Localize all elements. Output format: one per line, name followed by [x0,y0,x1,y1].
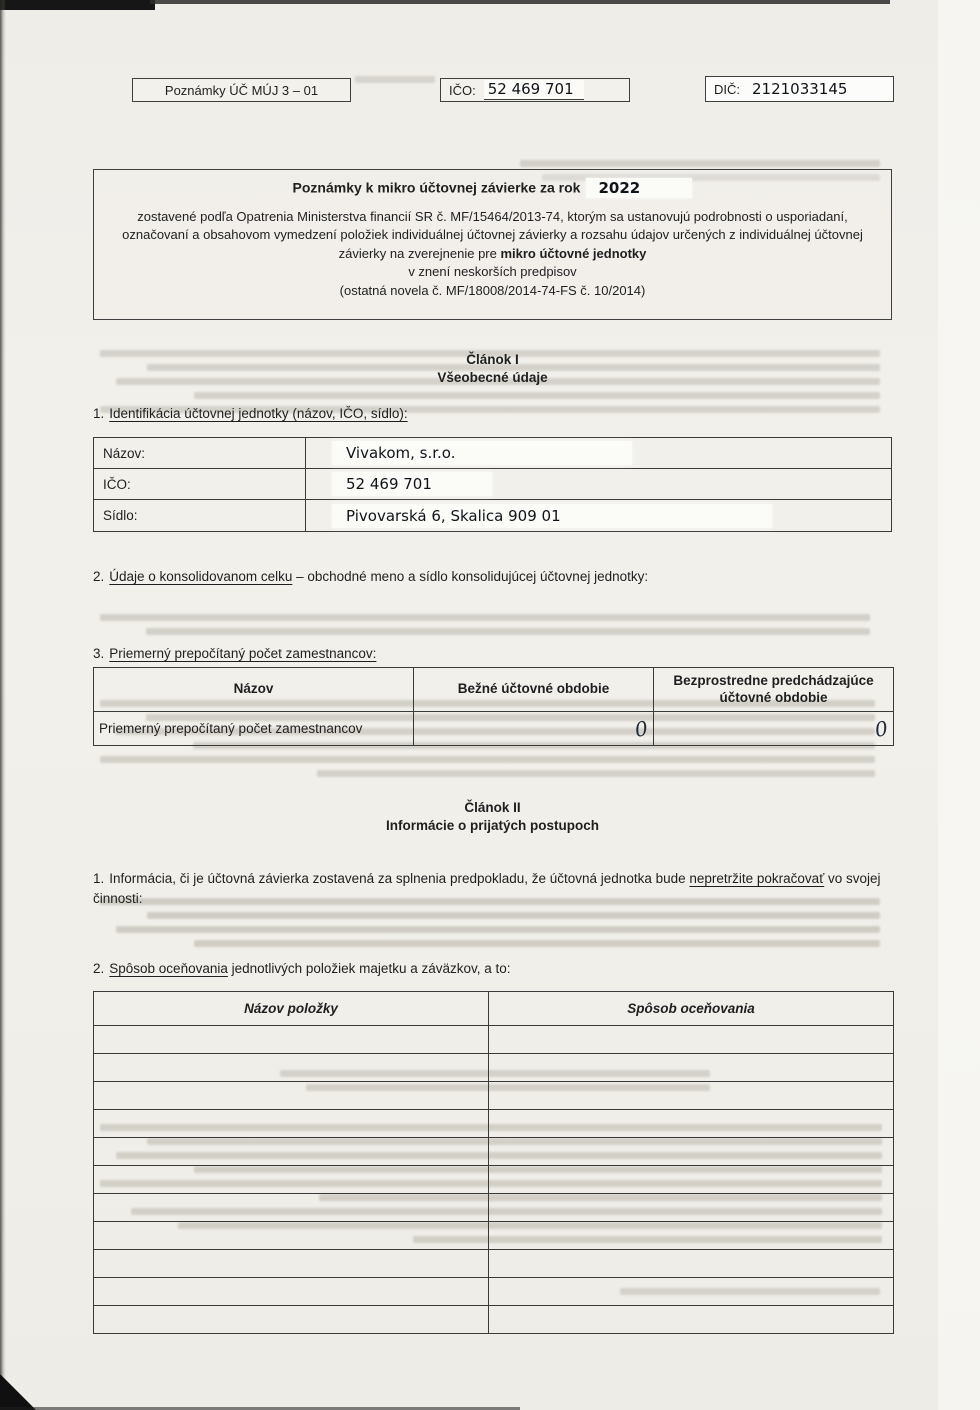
item-underlined-text: nepretržite pokračovať [689,871,825,886]
row-label: IČO: [94,469,306,499]
item-text: Informácia, či je účtovná závierka zostavená za splnenia predpokladu, že účtovná jednotka bude [109,871,690,886]
employees-current-value: 0 [633,715,650,742]
ico-value: 52 469 701 [484,80,584,100]
item-number: 2. [93,569,105,584]
column-header: Bezprostredne predchádzajúce účtovné obdobie [654,668,894,712]
article-1-heading [93,351,892,386]
employees-previous-value: 0 [873,715,890,742]
article-1-item-1 [93,404,893,424]
valuation-table [93,991,894,1334]
table-row [94,469,891,500]
column-header: Názov položky [94,992,489,1026]
employees-table [93,667,894,746]
empty-table-row [94,1054,894,1082]
item-title: Spôsob oceňovania [109,961,228,976]
empty-table-row [94,1138,894,1166]
column-header: Názov [94,668,414,712]
article-1-item-3 [93,644,893,664]
company-address-value: Pivovarská 6, Skalica 909 01 [332,504,772,528]
document-title [94,179,891,199]
article-2-item-1 [93,869,893,910]
article-1-subtitle: Všeobecné údaje [437,369,548,385]
title-block [93,169,892,320]
item-text-after: vo svojej činnosti: [93,871,881,907]
title-line-3: (ostatná novela č. MF/18008/2014-74-FS č. 10/2014) [339,282,646,298]
form-code-box [132,78,351,102]
item-number: 1. [93,406,105,421]
row-label: Názov: [94,438,306,468]
empty-table-row [94,1166,894,1194]
item-title: Údaje o konsolidovanom celku [109,569,293,584]
empty-table-row [94,1026,894,1054]
item-title: Priemerný prepočítaný počet zamestnancov: [109,646,377,661]
item-number: 1. [93,871,105,886]
article-2-heading [93,799,892,834]
title-paragraph-text: zostavené podľa Opatrenia Ministerstva financií SR č. MF/15464/2013-74, ktorým sa ustanovujú podrobnosti o usporiadaní, označovaní a obsahovom vymedzení položiek individuálnej účtovnej závierky a rozsahu údajov určených z individuálnej účtovnej závierky na zverejnenie pre [122,209,863,261]
table-header-row [94,992,894,1026]
dic-value: 2121033145 [752,80,848,98]
dic-label: DIČ: [714,81,740,97]
article-1-title: Článok I [466,352,519,367]
empty-table-row [94,1278,894,1306]
empty-table-row [94,1306,894,1334]
table-header-row [94,668,894,712]
table-row [94,500,891,531]
row-label: Priemerný prepočítaný počet zamestnancov [94,712,414,746]
item-number: 2. [93,961,105,976]
identification-table [93,437,892,532]
article-2-title: Článok II [464,800,521,815]
title-paragraph-bold: mikro účtovné jednotky [500,245,647,261]
article-2-subtitle: Informácie o prijatých postupoch [385,817,600,833]
table-row [94,438,891,469]
table-row [94,712,894,746]
ico-label: IČO: [449,82,476,98]
column-header: Spôsob oceňovania [489,992,894,1026]
company-ico-value: 52 469 701 [332,472,492,496]
ico-box [440,78,630,102]
item-text: – obchodné meno a sídlo konsolidujúcej účtovnej jednotky: [292,569,649,584]
empty-table-row [94,1250,894,1278]
title-paragraph [104,208,882,263]
empty-table-row [94,1194,894,1222]
document-title-text: Poznámky k mikro účtovnej závierke za rok [292,179,581,196]
item-title: Identifikácia účtovnej jednotky (názov, IČO, sídlo): [109,406,408,421]
article-1-item-2 [93,567,893,587]
report-year-value: 2022 [586,178,692,198]
form-code-label: Poznámky ÚČ MÚJ 3 – 01 [164,82,319,98]
article-2-item-2 [93,959,893,979]
empty-table-row [94,1110,894,1138]
empty-table-row [94,1222,894,1250]
item-text: jednotlivých položiek majetku a záväzkov, a to: [227,961,511,976]
column-header: Bežné účtovné obdobie [414,668,654,712]
company-name-value: Vivakom, s.r.o. [332,441,632,465]
title-line-2: v znení neskorších predpisov [408,264,577,280]
empty-table-row [94,1082,894,1110]
item-number: 3. [93,646,105,661]
dic-box [705,76,894,102]
row-label: Sídlo: [94,500,306,531]
